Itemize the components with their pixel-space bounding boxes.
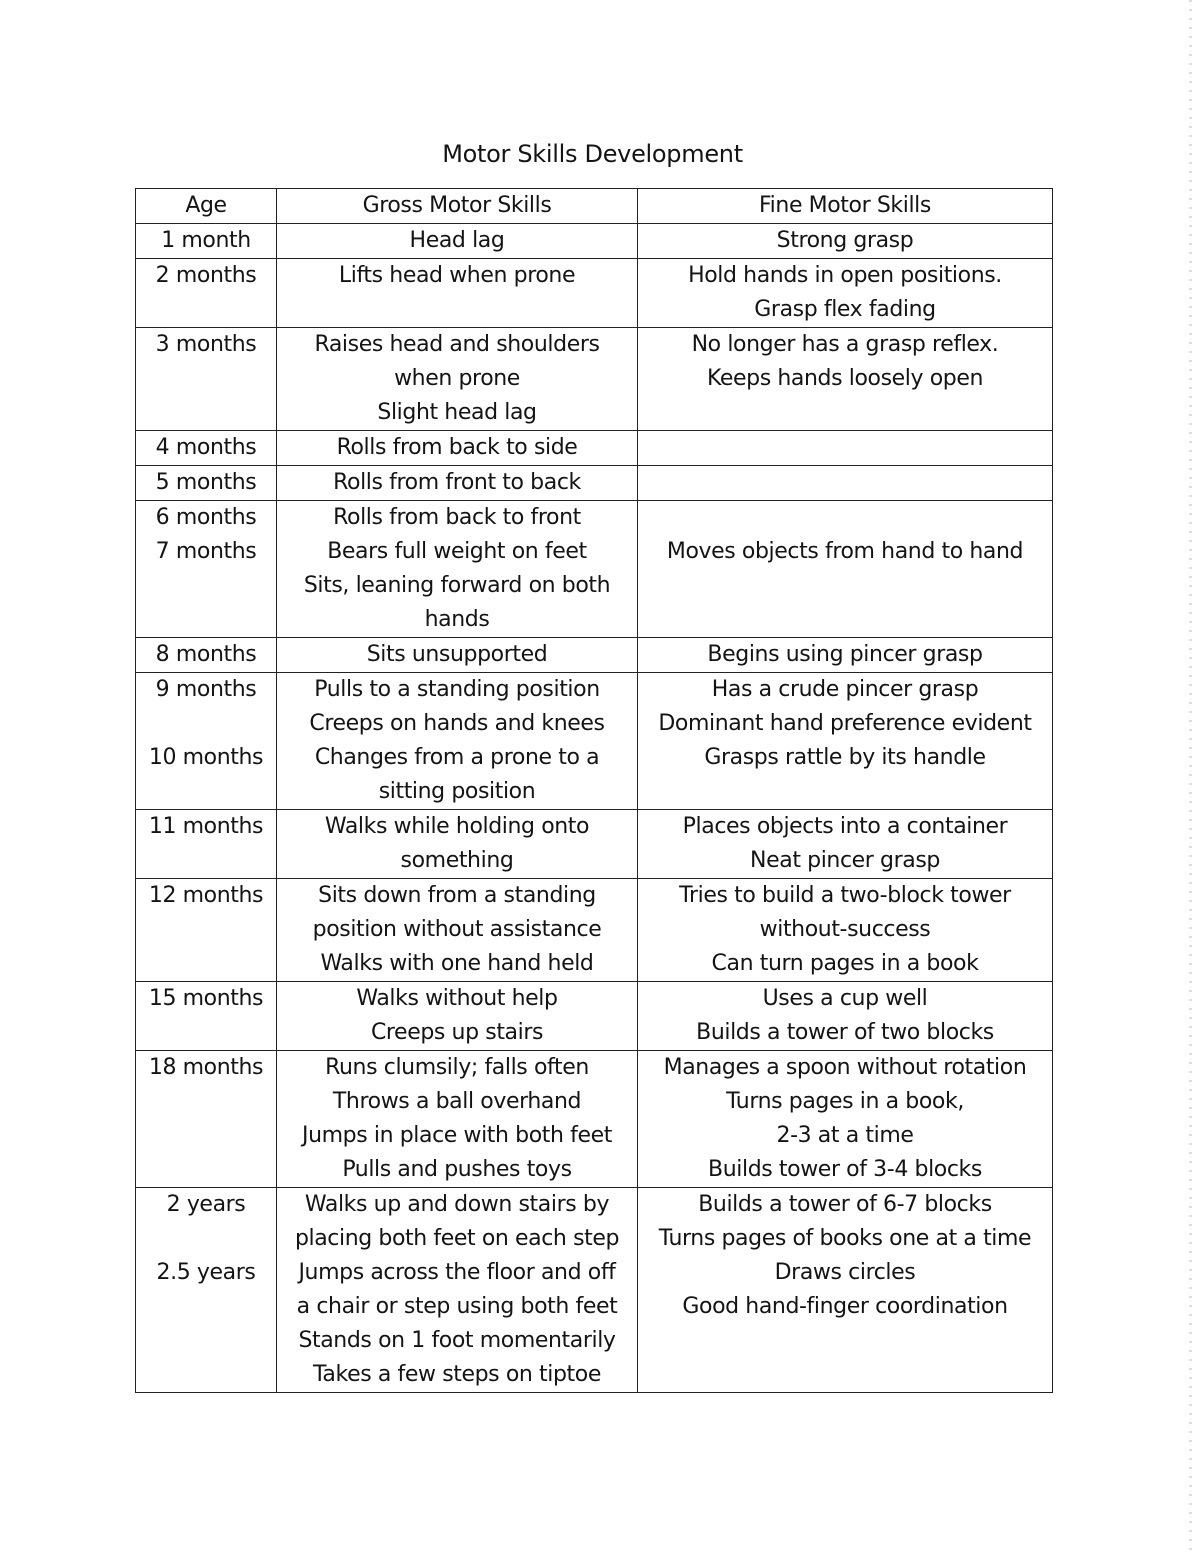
gross-motor-cell-line: Sits down from a standing	[318, 883, 596, 908]
fine-motor-cell-line: Manages a spoon without rotation	[663, 1055, 1027, 1080]
table-row	[136, 741, 1053, 810]
gross-motor-cell	[277, 224, 638, 259]
table-header-row	[136, 189, 1053, 224]
gross-motor-cell-line: Rolls from back to side	[336, 435, 578, 460]
table-row	[136, 535, 1053, 638]
age-cell: 2 months	[136, 259, 277, 328]
age-cell: 10 months	[136, 741, 277, 810]
fine-motor-cell-line: 2-3 at a time	[776, 1123, 914, 1148]
age-cell: 6 months	[136, 501, 277, 536]
fine-motor-cell	[638, 328, 1053, 431]
fine-motor-cell	[638, 1188, 1053, 1257]
gross-motor-cell-line: a chair or step using both feet	[296, 1294, 618, 1319]
scan-edge-marks	[1189, 0, 1192, 1553]
fine-motor-cell-line: Can turn pages in a book	[711, 951, 979, 976]
page-title: Motor Skills Development	[442, 140, 743, 168]
fine-motor-cell-line: Uses a cup well	[762, 986, 928, 1011]
fine-motor-cell-line: Begins using pincer grasp	[707, 642, 983, 667]
fine-motor-cell-line: Builds tower of 3-4 blocks	[708, 1157, 982, 1182]
fine-motor-cell-line: without-success	[759, 917, 931, 942]
fine-motor-cell-line: Turns pages in a book,	[726, 1089, 964, 1114]
fine-motor-cell-line: Builds a tower of 6-7 blocks	[698, 1192, 992, 1217]
gross-motor-cell-line: Runs clumsily; falls often	[325, 1055, 589, 1080]
fine-motor-cell-line: Moves objects from hand to hand	[666, 539, 1024, 564]
table-row	[136, 466, 1053, 501]
fine-motor-cell	[638, 879, 1053, 982]
fine-motor-cell	[638, 224, 1053, 259]
gross-motor-cell-line: hands	[424, 607, 490, 632]
fine-motor-cell-line: Has a crude pincer grasp	[711, 677, 979, 702]
fine-motor-cell	[638, 466, 1053, 501]
gross-motor-cell	[277, 810, 638, 879]
table-row	[136, 879, 1053, 982]
gross-motor-cell-line: Creeps up stairs	[370, 1020, 544, 1045]
age-cell: 3 months	[136, 328, 277, 431]
gross-motor-cell-line: Slight head lag	[377, 400, 537, 425]
fine-motor-cell-line: Places objects into a container	[682, 814, 1008, 839]
fine-motor-cell	[638, 431, 1053, 466]
gross-motor-cell-line: Jumps across the floor and off	[298, 1260, 616, 1285]
gross-motor-cell	[277, 879, 638, 982]
fine-motor-cell-line: Draws circles	[774, 1260, 916, 1285]
header-gross-motor: Gross Motor Skills	[277, 189, 638, 224]
fine-motor-cell-line: Grasps rattle by its handle	[704, 745, 986, 770]
fine-motor-cell-line: Grasp flex fading	[754, 297, 936, 322]
gross-motor-cell-line: Lifts head when prone	[338, 263, 576, 288]
age-cell: 7 months	[136, 535, 277, 638]
table-row	[136, 1188, 1053, 1257]
fine-motor-cell-line: Keeps hands loosely open	[706, 366, 984, 391]
gross-motor-cell	[277, 1256, 638, 1393]
table-row	[136, 431, 1053, 466]
header-fine-motor: Fine Motor Skills	[638, 189, 1053, 224]
gross-motor-cell-line: sitting position	[378, 779, 536, 804]
age-cell: 18 months	[136, 1051, 277, 1188]
age-cell: 4 months	[136, 431, 277, 466]
gross-motor-cell-line: Creeps on hands and knees	[309, 711, 605, 736]
table-row	[136, 1256, 1053, 1393]
gross-motor-cell	[277, 466, 638, 501]
gross-motor-cell-line: Pulls and pushes toys	[342, 1157, 572, 1182]
age-cell: 1 month	[136, 224, 277, 259]
table-row	[136, 638, 1053, 673]
gross-motor-cell	[277, 1188, 638, 1257]
gross-motor-cell-line: Throws a ball overhand	[332, 1089, 582, 1114]
gross-motor-cell	[277, 982, 638, 1051]
table-row	[136, 224, 1053, 259]
gross-motor-cell-line: placing both feet on each step	[294, 1226, 620, 1251]
gross-motor-cell-line: Head lag	[409, 228, 505, 253]
motor-skills-table	[135, 188, 1053, 1393]
gross-motor-cell	[277, 741, 638, 810]
gross-motor-cell	[277, 501, 638, 536]
age-cell: 2 years	[136, 1188, 277, 1257]
fine-motor-cell-line: Turns pages of books one at a time	[658, 1226, 1032, 1251]
age-cell: 12 months	[136, 879, 277, 982]
gross-motor-cell-line: Rolls from front to back	[333, 470, 581, 495]
fine-motor-cell-line: Neat pincer grasp	[750, 848, 940, 873]
age-cell: 2.5 years	[136, 1256, 277, 1393]
fine-motor-cell	[638, 1051, 1053, 1188]
age-cell: 8 months	[136, 638, 277, 673]
fine-motor-cell-line: Tries to build a two-block tower	[679, 883, 1011, 908]
table-row	[136, 982, 1053, 1051]
gross-motor-cell-line: Raises head and shoulders	[314, 332, 600, 357]
fine-motor-cell-line: No longer has a grasp reflex.	[691, 332, 999, 357]
fine-motor-cell	[638, 810, 1053, 879]
table-row	[136, 328, 1053, 431]
fine-motor-cell	[638, 501, 1053, 536]
gross-motor-cell-line: Pulls to a standing position	[314, 677, 600, 702]
fine-motor-cell	[638, 259, 1053, 328]
gross-motor-cell-line: Rolls from back to front	[333, 505, 581, 530]
gross-motor-cell-line: Sits, leaning forward on both	[303, 573, 611, 598]
gross-motor-cell-line: Walks without help	[356, 986, 558, 1011]
gross-motor-cell-line: Jumps in place with both feet	[301, 1123, 612, 1148]
gross-motor-cell-line: Stands on 1 foot momentarily	[298, 1328, 616, 1353]
fine-motor-cell	[638, 535, 1053, 638]
fine-motor-cell-line: Builds a tower of two blocks	[696, 1020, 994, 1045]
gross-motor-cell	[277, 638, 638, 673]
gross-motor-cell-line: Takes a few steps on tiptoe	[313, 1362, 601, 1387]
fine-motor-cell-line: Hold hands in open positions.	[688, 263, 1002, 288]
gross-motor-cell	[277, 673, 638, 742]
gross-motor-cell	[277, 431, 638, 466]
fine-motor-cell-line: Dominant hand preference evident	[658, 711, 1032, 736]
table-row	[136, 810, 1053, 879]
table-row	[136, 501, 1053, 536]
gross-motor-cell-line: something	[400, 848, 514, 873]
fine-motor-cell	[638, 673, 1053, 742]
gross-motor-cell	[277, 328, 638, 431]
age-cell: 15 months	[136, 982, 277, 1051]
gross-motor-cell	[277, 535, 638, 638]
gross-motor-cell-line: Walks while holding onto	[324, 814, 590, 839]
age-cell: 5 months	[136, 466, 277, 501]
header-age: Age	[136, 189, 277, 224]
fine-motor-cell	[638, 638, 1053, 673]
gross-motor-cell-line: Changes from a prone to a	[314, 745, 600, 770]
table-row	[136, 673, 1053, 742]
gross-motor-cell-line: Bears full weight on feet	[327, 539, 587, 564]
fine-motor-cell	[638, 741, 1053, 810]
age-cell: 11 months	[136, 810, 277, 879]
fine-motor-cell	[638, 982, 1053, 1051]
age-cell: 9 months	[136, 673, 277, 742]
gross-motor-cell-line: Walks with one hand held	[320, 951, 594, 976]
fine-motor-cell	[638, 1256, 1053, 1393]
fine-motor-cell-line: Strong grasp	[776, 228, 914, 253]
table-row	[136, 1051, 1053, 1188]
table-row	[136, 259, 1053, 328]
gross-motor-cell-line: position without assistance	[312, 917, 602, 942]
gross-motor-cell	[277, 259, 638, 328]
gross-motor-cell-line: Sits unsupported	[366, 642, 548, 667]
gross-motor-cell	[277, 1051, 638, 1188]
gross-motor-cell-line: Walks up and down stairs by	[304, 1192, 610, 1217]
fine-motor-cell-line: Good hand-finger coordination	[682, 1294, 1008, 1319]
gross-motor-cell-line: when prone	[394, 366, 520, 391]
